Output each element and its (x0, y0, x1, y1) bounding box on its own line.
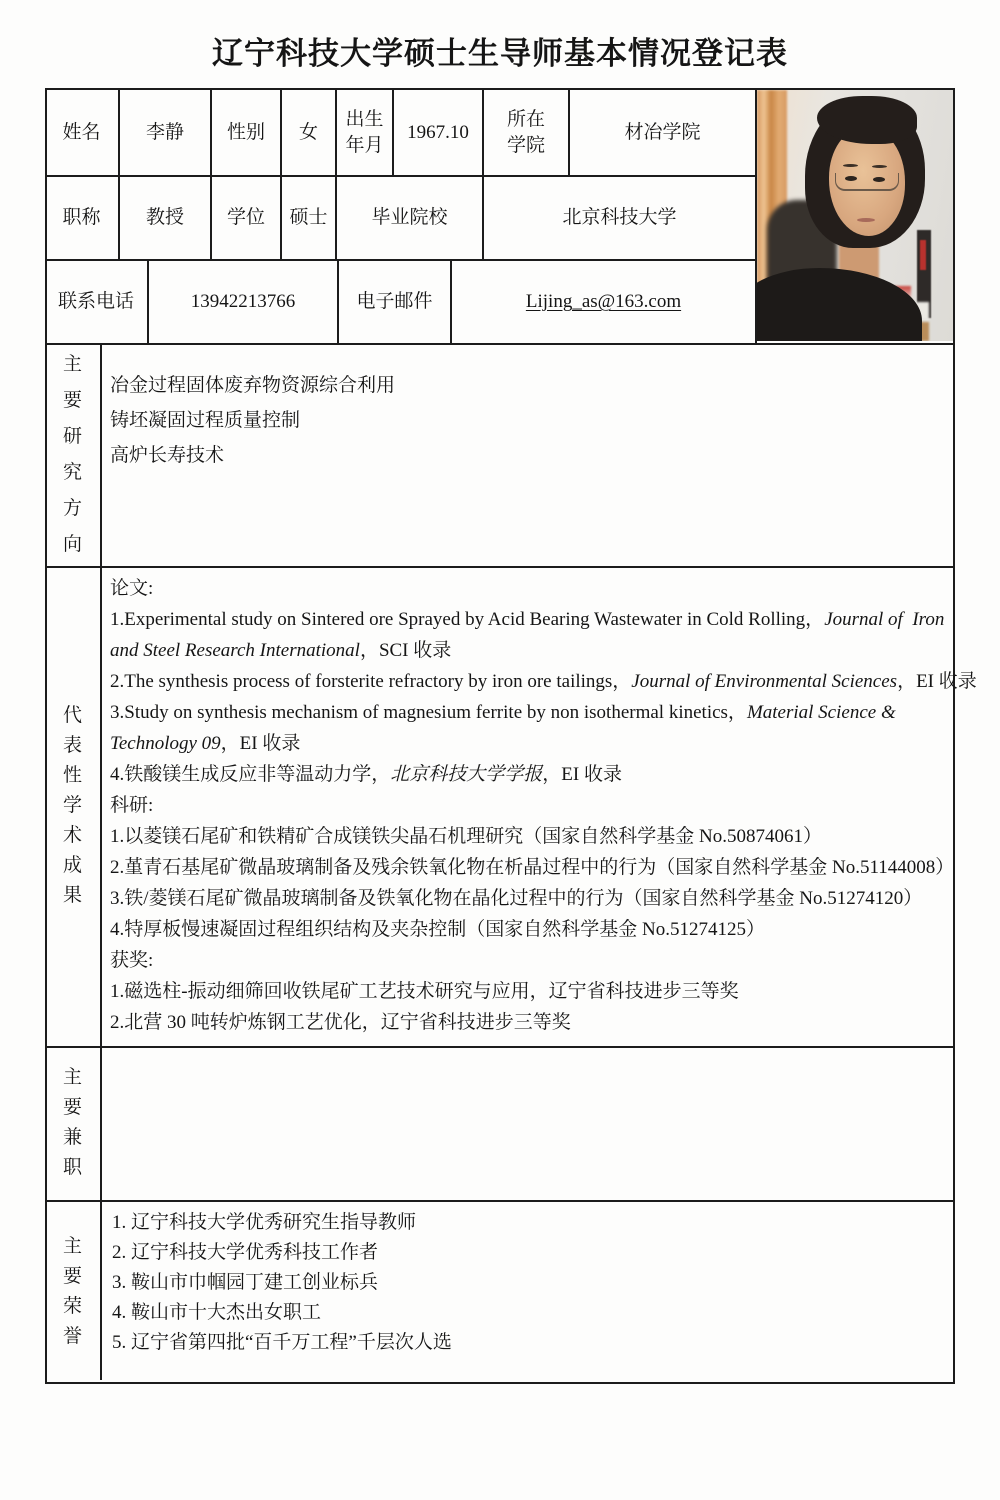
portrait-photo (757, 90, 953, 341)
honors-content (102, 1208, 958, 1358)
table-gridline (47, 1200, 953, 1202)
degree-value: 硕士 (289, 207, 328, 228)
achievement-line: 1.Experimental study on Sintered ore Sprayed by Acid Bearing Wastewater in Cold Rolling，Journal of Iron (110, 609, 945, 630)
photo-shelf-object (920, 240, 926, 270)
email-cell (452, 261, 755, 343)
table-gridline (47, 343, 953, 345)
research-item: 冶金过程固体废弃物资源综合利用 (110, 375, 396, 396)
achievement-line: 2.北营 30 吨转炉炼钢工艺优化，辽宁省科技进步三等奖 (110, 1012, 571, 1033)
achievement-line: 4.特厚板慢速凝固过程组织结构及夹杂控制（国家自然科学基金 No.51274125） (110, 919, 765, 940)
research-directions-label-cell (45, 345, 100, 564)
achievement-line: and Steel Research International，SCI 收录 (110, 640, 452, 661)
job-title-label: 职称 (62, 207, 101, 228)
name-value: 李静 (145, 121, 184, 143)
gender-label: 性别 (226, 121, 265, 143)
research-directions-content (102, 368, 956, 473)
birth-label: 出生年月 (345, 108, 384, 156)
birth-value: 1967.10 (407, 121, 469, 143)
phone-label: 联系电话 (57, 291, 134, 312)
school-label: 毕业院校 (371, 207, 448, 228)
degree-label: 学位 (226, 207, 265, 228)
research-item: 高炉长寿技术 (110, 445, 225, 466)
achievement-line: 1.以菱镁石尾矿和铁精矿合成镁铁尖晶石机理研究（国家自然科学基金 No.50874061） (110, 826, 822, 847)
table-gridline (47, 1046, 953, 1048)
job-title-value: 教授 (145, 207, 184, 228)
honors-label-cell (45, 1202, 100, 1382)
table-gridline (47, 566, 953, 568)
achievements-label: 代表性学术成果 (62, 705, 82, 906)
photo-glasses-shape (835, 173, 899, 191)
research-directions-label: 主要研究方向 (62, 353, 82, 555)
gender-value: 女 (298, 121, 318, 143)
phone-value: 13942213766 (190, 291, 296, 312)
achievement-line: 2.堇青石基尾矿微晶玻璃制备及残余铁氧化物在析晶过程中的行为（国家自然科学基金 No.51144008） (110, 857, 955, 878)
page-title: 辽宁科技大学硕士生导师基本情况登记表 (212, 36, 788, 71)
research-item: 铸坯凝固过程质量控制 (110, 410, 301, 431)
achievement-line: 1.磁选柱-振动细筛回收铁尾矿工艺技术研究与应用，辽宁省科技进步三等奖 (110, 981, 739, 1002)
achievement-line: Technology 09，EI 收录 (110, 733, 301, 754)
achievement-line: 科研: (110, 795, 154, 816)
achievements-label-cell (45, 568, 100, 1044)
photo-eyebrow-shape (872, 165, 887, 168)
school-value: 北京科技大学 (562, 207, 677, 228)
photo-eyebrow-shape (843, 164, 858, 167)
email-label: 电子邮件 (356, 291, 433, 312)
honor-item: 5. 辽宁省第四批“百千万工程”千层次人选 (112, 1332, 452, 1353)
parttime-label-cell (45, 1048, 100, 1198)
honor-item: 3. 鞍山市巾帼园丁建工创业标兵 (112, 1272, 379, 1293)
achievement-line: 3.Study on synthesis mechanism of magnesium ferrite by non isothermal kinetics，Material Science & (110, 702, 896, 723)
photo-mouth-shape (857, 218, 875, 222)
achievement-line: 3.铁/菱镁石尾矿微晶玻璃制备及铁氧化物在晶化过程中的行为（国家自然科学基金 No.51274120） (110, 888, 923, 909)
name-label: 姓名 (62, 121, 101, 143)
college-label: 所在学院 (506, 108, 545, 156)
college-value: 材冶学院 (624, 121, 701, 143)
honors-label: 主要荣誉 (62, 1236, 82, 1347)
achievement-line: 2.The synthesis process of forsterite refractory by iron ore tailings，Journal of Environmental Sciences，EI 收录 (110, 671, 977, 692)
email-link[interactable]: Lijing_as@163.com (525, 291, 682, 312)
honor-item: 2. 辽宁科技大学优秀科技工作者 (112, 1242, 379, 1263)
parttime-label: 主要兼职 (62, 1067, 82, 1178)
honor-item: 1. 辽宁科技大学优秀研究生指导教师 (112, 1212, 417, 1233)
honor-item: 4. 鞍山市十大杰出女职工 (112, 1302, 322, 1323)
photo-torso-shape (757, 268, 922, 341)
achievements-content (102, 573, 977, 1038)
achievement-line: 获奖: (110, 950, 154, 971)
parttime-content (102, 1050, 948, 1196)
achievement-line: 4.铁酸镁生成反应非等温动力学，北京科技大学学报，EI 收录 (110, 764, 622, 785)
achievement-line: 论文: (110, 578, 154, 599)
